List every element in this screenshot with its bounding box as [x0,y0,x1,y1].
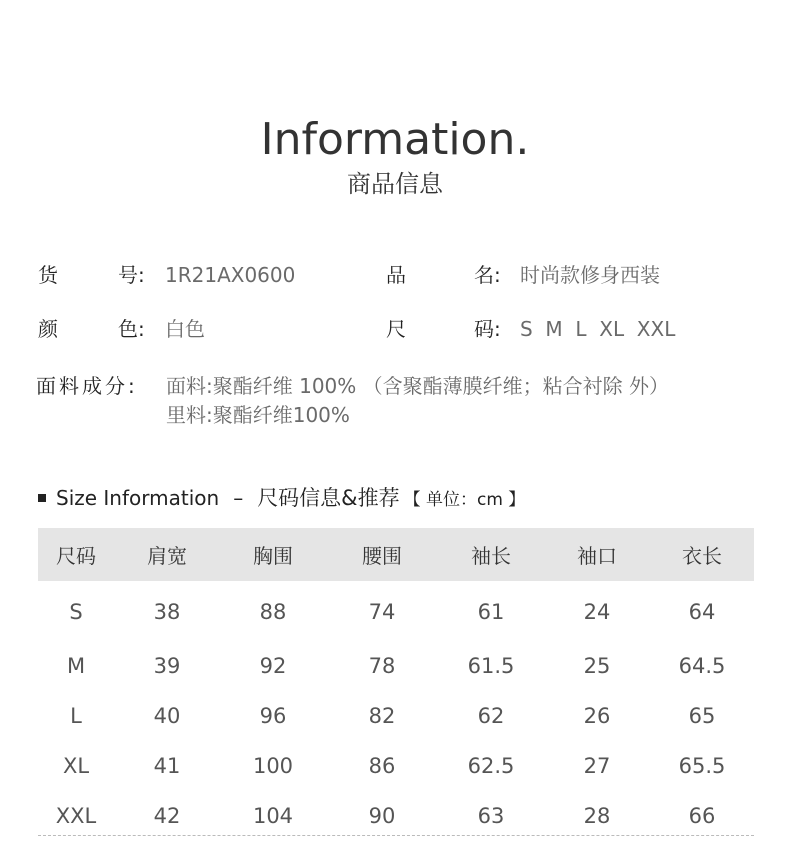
unit-note: 【 单位：cm 】 [403,490,526,510]
size-label-2: 码: [474,317,501,341]
table-row [38,791,754,841]
size-table [38,528,754,841]
table-cell: 39 [153,654,181,678]
header-shoulder: 肩宽 [147,544,187,568]
table-cell: 61 [477,600,505,624]
table-cell: XL [62,754,90,778]
table-cell: S [69,600,83,624]
header-length: 衣长 [682,544,722,568]
color-label-2: 色: [118,317,145,341]
size-label-1: 尺 [386,317,406,341]
item-number-label-2: 号: [118,263,145,287]
table-cell: 64.5 [678,654,726,678]
table-cell: 74 [368,600,396,624]
table-row [38,641,754,691]
table-cell: 65.5 [678,754,726,778]
table-cell: 41 [153,754,181,778]
composition-line-1: 面料:聚酯纤维 100% （含聚酯薄膜纤维；粘合衬除 外） [166,374,669,398]
header-chest: 胸围 [253,544,293,568]
table-cell: 42 [153,804,181,828]
page-title-cn: 商品信息 [347,170,443,198]
size-title-cn: 尺码信息&推荐 [257,486,400,510]
table-cell: 62.5 [467,754,515,778]
table-cell: 27 [583,754,611,778]
table-header-row [38,528,754,581]
table-cell: 40 [153,704,181,728]
square-bullet-icon [38,494,46,502]
size-section-heading [38,483,525,513]
table-cell: 62 [477,704,505,728]
composition-line-2: 里料:聚酯纤维100% [166,403,350,427]
table-bottom-divider [38,835,754,836]
table-cell: 96 [259,704,287,728]
size-title-en: Size Information [56,486,220,510]
table-cell: 61.5 [467,654,515,678]
title-dash: – [233,486,244,510]
table-cell: 78 [368,654,396,678]
info-row-item-number [0,261,790,289]
table-cell: 38 [153,600,181,624]
page-title-en: Information. [260,114,530,165]
color-label-1: 颜 [38,317,58,341]
table-cell: XXL [55,804,97,828]
table-row [38,741,754,791]
product-name-value: 时尚款修身西装 [520,263,660,287]
header-waist: 腰围 [362,544,402,568]
table-cell: M [66,654,86,678]
table-cell: 24 [583,600,611,624]
header-sleeve-length: 袖长 [471,544,511,568]
size-value: S M L XL XXL [520,317,676,341]
table-cell: 104 [252,804,294,828]
table-cell: 92 [259,654,287,678]
table-cell: 90 [368,804,396,828]
table-row [38,691,754,741]
table-cell: 26 [583,704,611,728]
info-row-color [0,315,790,343]
header-cuff: 袖口 [577,544,617,568]
table-cell: 28 [583,804,611,828]
table-cell: 82 [368,704,396,728]
table-cell: 25 [583,654,611,678]
table-cell: 65 [688,704,716,728]
table-cell: 64 [688,600,716,624]
product-name-label-1: 品 [386,263,406,287]
table-cell: 88 [259,600,287,624]
table-row [38,581,754,641]
header-size: 尺码 [56,544,96,568]
composition-label: 面料成分: [36,374,138,398]
item-number-value: 1R21AX0600 [165,263,296,287]
table-cell: 100 [252,754,294,778]
table-cell: 86 [368,754,396,778]
table-cell: 66 [688,804,716,828]
color-value: 白色 [165,317,205,341]
table-cell: L [70,704,82,728]
table-cell: 63 [477,804,505,828]
product-name-label-2: 名: [474,263,501,287]
item-number-label-1: 货 [38,263,58,287]
